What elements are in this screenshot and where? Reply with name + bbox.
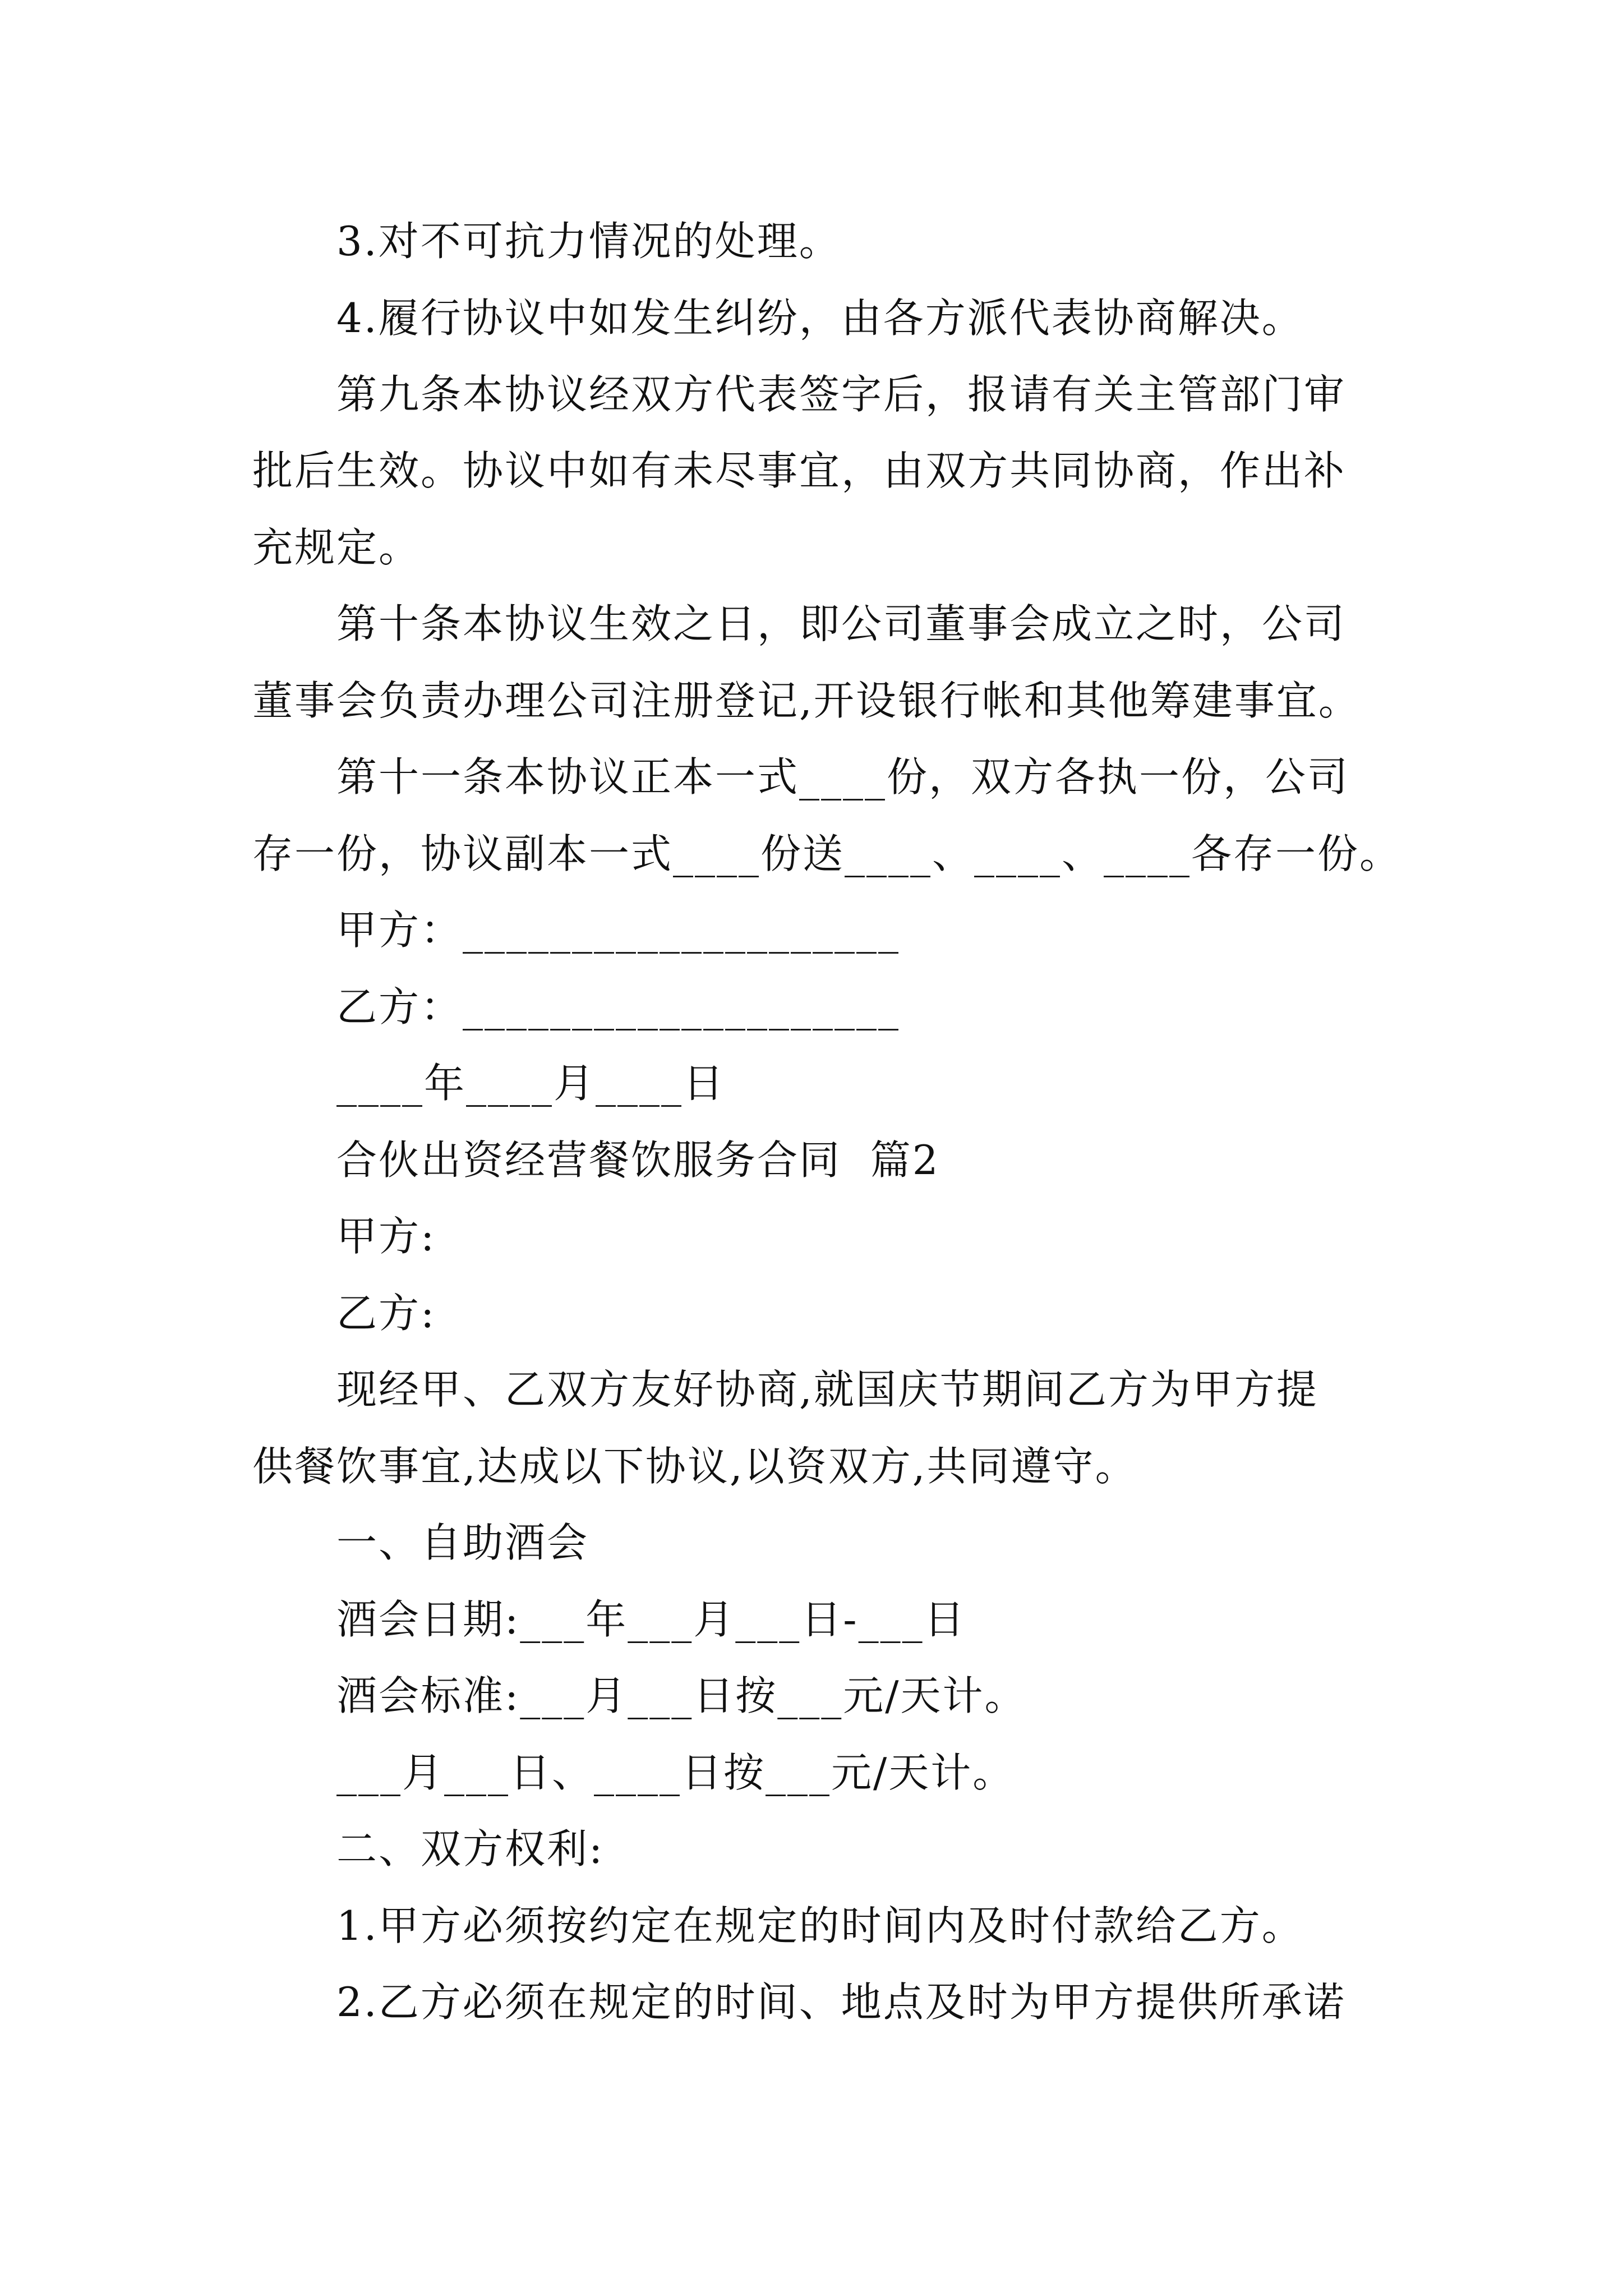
text-line: ___月___日、____日按___元/天计。 [336,1749,1015,1796]
date-line: ____年____月____日 [336,1060,726,1107]
text-line: 董事会负责办理公司注册登记,开设银行帐和其他筹建事宜。 [252,677,1361,724]
text-line: 二、双方权利: [336,1825,605,1872]
text-line: 酒会日期:___年___月___日-___日 [336,1596,966,1643]
section-heading: 合伙出资经营餐饮服务合同 篇2 [336,1137,940,1184]
text-line: 第十一条本协议正本一式____份，双方各执一份，公司 [336,753,1350,800]
text-line: 批后生效。协议中如有未尽事宜，由双方共同协商，作出补 [252,447,1347,494]
text-line: 供餐饮事宜,达成以下协议,以资双方,共同遵守。 [252,1443,1137,1490]
text-line: 1.甲方必须按约定在规定的时间内及时付款给乙方。 [336,1902,1304,1949]
text-line: 存一份，协议副本一式____份送____、____、____各存一份。 [252,830,1402,877]
text-line: 充规定。 [252,524,421,571]
party-a-signature-line: 甲方：____________________ [336,907,901,954]
text-line: 4.履行协议中如发生纠纷，由各方派代表协商解决。 [336,295,1304,342]
text-line: 酒会标准:___月___日按___元/天计。 [336,1672,1027,1719]
text-line: 乙方: [336,1290,436,1337]
text-line: 第九条本协议经双方代表签字后，报请有关主管部门审 [336,371,1347,418]
text-line: 一、自助酒会 [336,1519,589,1566]
text-line: 2.乙方必须在规定的时间、地点及时为甲方提供所承诺 [336,1978,1346,2026]
text-line: 3.对不可抗力情况的处理。 [336,218,841,265]
text-line: 现经甲、乙双方友好协商,就国庆节期间乙方为甲方提 [336,1366,1318,1413]
party-b-signature-line: 乙方：____________________ [336,983,901,1030]
text-line: 第十条本协议生效之日，即公司董事会成立之时，公司 [336,600,1347,647]
text-line: 甲方: [336,1213,436,1260]
